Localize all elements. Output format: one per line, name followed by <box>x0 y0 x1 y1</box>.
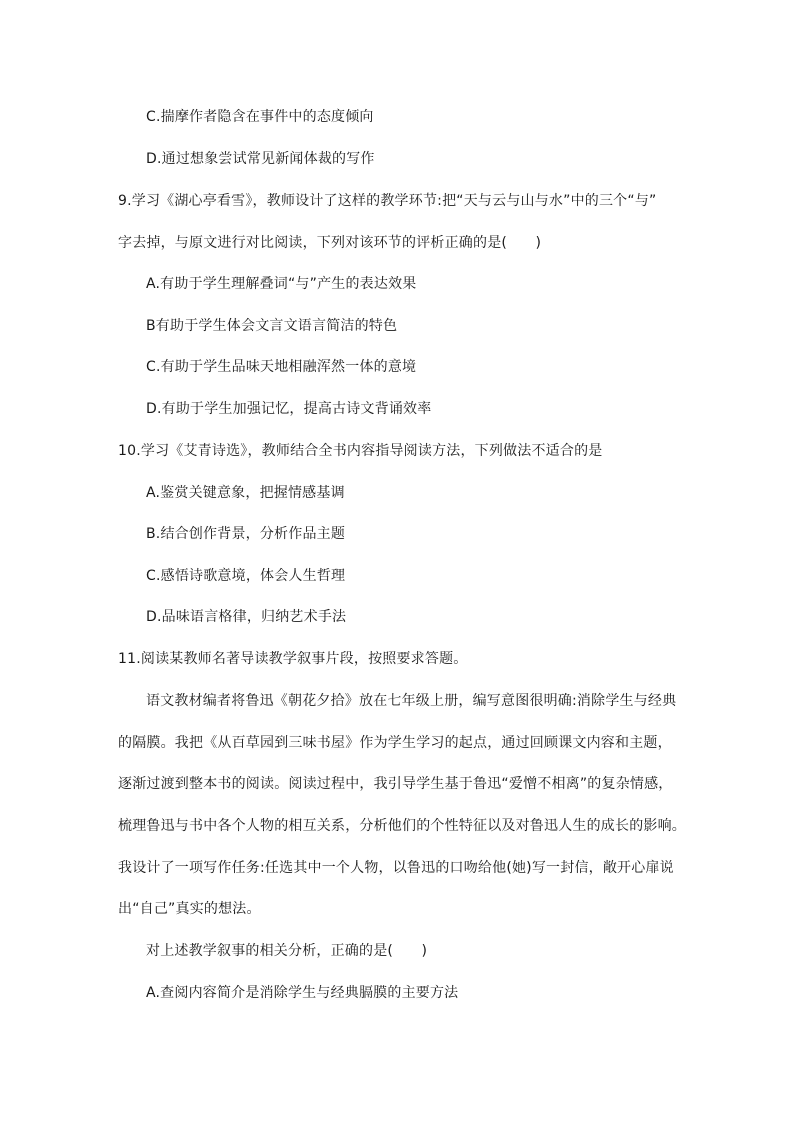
question-10-option-c: C.感悟诗歌意境，体会人生哲理 <box>146 568 346 584</box>
passage-line: 逐渐过渡到整本书的阅读。阅读过程中，我引导学生基于鲁迅“爱憎不相离”的复杂情感， <box>118 776 673 792</box>
question-11-prompt: 对上述教学叙事的相关分析，正确的是( ) <box>146 943 428 959</box>
question-9-stem: 9.学习《湖心亭看雪》，教师设计了这样的教学环节:把“天与云与山与水”中的三个“与” <box>118 193 657 209</box>
passage-line: 语文教材编者将鲁迅《朝花夕拾》放在七年级上册，编写意图很明确:消除学生与经典 <box>146 693 677 709</box>
question-11-stem: 11.阅读某教师名著导读教学叙事片段，按照要求答题。 <box>118 651 468 667</box>
question-10-option-a: A.鉴赏关键意象，把握情感基调 <box>146 485 345 501</box>
option-c: C.揣摩作者隐含在事件中的态度倾向 <box>146 109 374 125</box>
question-10-option-d: D.品味语言格律，归纳艺术手法 <box>146 609 347 625</box>
question-10-stem: 10.学习《艾青诗选》，教师结合全书内容指导阅读方法，下列做法不适合的是 <box>118 443 603 459</box>
passage-line: 我设计了一项写作任务:任选其中一个人物，以鲁迅的口吻给他(她)写一封信，敞开心扉说 <box>118 860 674 876</box>
option-d: D.通过想象尝试常见新闻体裁的写作 <box>146 151 375 167</box>
question-10-option-b: B.结合创作背景，分析作品主题 <box>146 526 346 542</box>
question-11-option-a: A.查阅内容简介是消除学生与经典膈膜的主要方法 <box>146 985 459 1001</box>
question-9-stem-cont: 字去掉，与原文进行对比阅读，下列对该环节的评析正确的是( ) <box>118 235 542 251</box>
passage-line: 的隔膜。我把《从百草园到三味书屋》作为学生学习的起点，通过回顾课文内容和主题， <box>118 735 672 751</box>
question-9-option-a: A.有助于学生理解叠词“与”产生的表达效果 <box>146 276 417 292</box>
question-9-option-b: B有助于学生体会文言文语言简洁的特色 <box>146 318 398 334</box>
passage-line: 梳理鲁迅与书中各个人物的相互关系，分析他们的个性特征以及对鲁迅人生的成长的影响。 <box>118 818 686 834</box>
question-9-option-c: C.有助于学生品味天地相融浑然一体的意境 <box>146 359 417 375</box>
question-9-option-d: D.有助于学生加强记忆，提高古诗文背诵效率 <box>146 401 432 417</box>
passage-line: 出“自己”真实的想法。 <box>118 901 261 917</box>
